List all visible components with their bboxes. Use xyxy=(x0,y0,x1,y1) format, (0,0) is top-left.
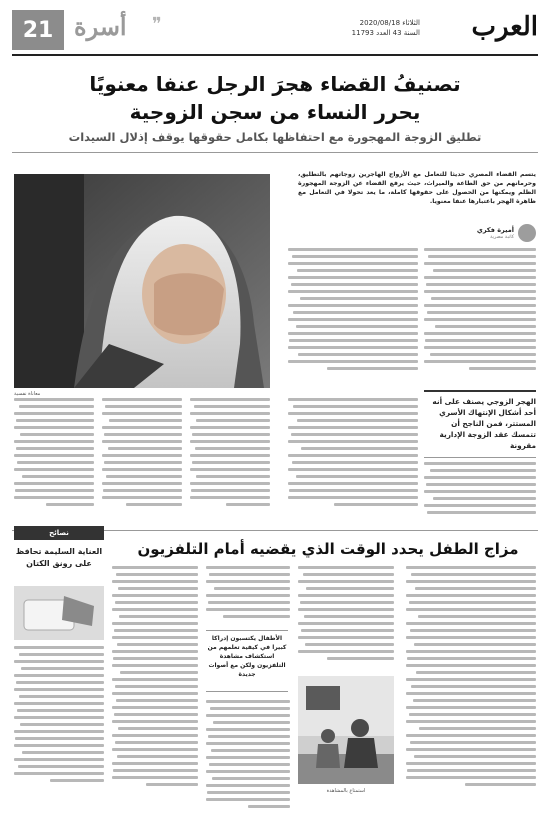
article2-column-4 xyxy=(112,566,198,814)
tips-title: العناية السليمة تحافظ على رونق الكتان xyxy=(15,547,103,568)
headline-line-2: يحرر النساء من سجن الزوجية xyxy=(129,100,421,124)
author-avatar xyxy=(518,224,536,242)
body-column-2 xyxy=(288,248,418,384)
pull-quote-2: الأطفال يكتسبون إدراكا كبيرا في كيفية تعلمهم من استكشاف مشاهدة التلفزيون ولكن مع أصوات جديدة xyxy=(206,630,288,692)
body-columns-left xyxy=(14,398,270,526)
newspaper-logo: العرب xyxy=(471,12,538,42)
children-tv-photo xyxy=(298,676,394,784)
article2-column-3b xyxy=(206,700,290,814)
article2-column-1 xyxy=(406,566,536,814)
tips-photo xyxy=(14,586,104,640)
article2-column-3 xyxy=(206,566,290,626)
main-headline xyxy=(60,70,490,126)
headline-line-1: تصنيفُ القضاء هجرَ الرجل عنفا معنويًا xyxy=(89,72,461,96)
body-column-1 xyxy=(424,248,536,384)
body-column-1b xyxy=(424,462,536,526)
pull-quote: الهجر الزوجي يصنف على أنه أحد أشكال الإنتهاك الأسري المستتر، فمن الناجح أن تتمسك عقد الزوجة الإدارية مقرونة xyxy=(424,390,536,458)
body-column-2b xyxy=(288,398,418,526)
issue-date: 2020/08/18 الثلاثاء xyxy=(359,19,420,27)
photo2-caption: استمتاع بالمشاهدة xyxy=(326,788,366,794)
subheadline: تطليق الزوجة المهجورة مع احتفاظها بكامل حقوقها يوقف إذلال السيدات xyxy=(68,130,482,144)
author-role: كاتبة مصرية xyxy=(490,235,514,240)
author-name: أميرة فكري xyxy=(476,226,514,234)
issue-info xyxy=(352,18,420,38)
masthead xyxy=(12,10,538,56)
quote-icon: ❞ xyxy=(152,14,162,35)
article2-column-2 xyxy=(298,566,394,670)
author-box xyxy=(426,224,536,244)
lead-paragraph: يتسم القضاء المصري حديثا للتعامل مع الأزواج الهاجرين زوجاتهم بالتطليق، وحرمانهم من حق الطاعة والميراث، حيث يرفع القضاء عن الزوجة المهجورة الظلم ويمكنها من الحصول على حقوقها كاملة، ما يعد تحولا في التعامل مع ظاهرة الهجر باعتبارها عنفا معنويا. xyxy=(298,171,536,205)
divider xyxy=(12,152,538,153)
secondary-headline: مزاج الطفل يحدد الوقت الذي يقضيه أمام التلفزيون xyxy=(137,540,519,558)
page-number: 21 xyxy=(12,10,64,50)
hero-photo xyxy=(14,174,270,388)
issue-number: 11793 السنة 43 العدد xyxy=(351,29,420,37)
tips-body xyxy=(14,646,104,814)
photo-caption: معاناة نفسية xyxy=(14,391,41,397)
section-title: أسرة xyxy=(74,12,127,41)
tips-label: نصائح xyxy=(14,526,104,540)
